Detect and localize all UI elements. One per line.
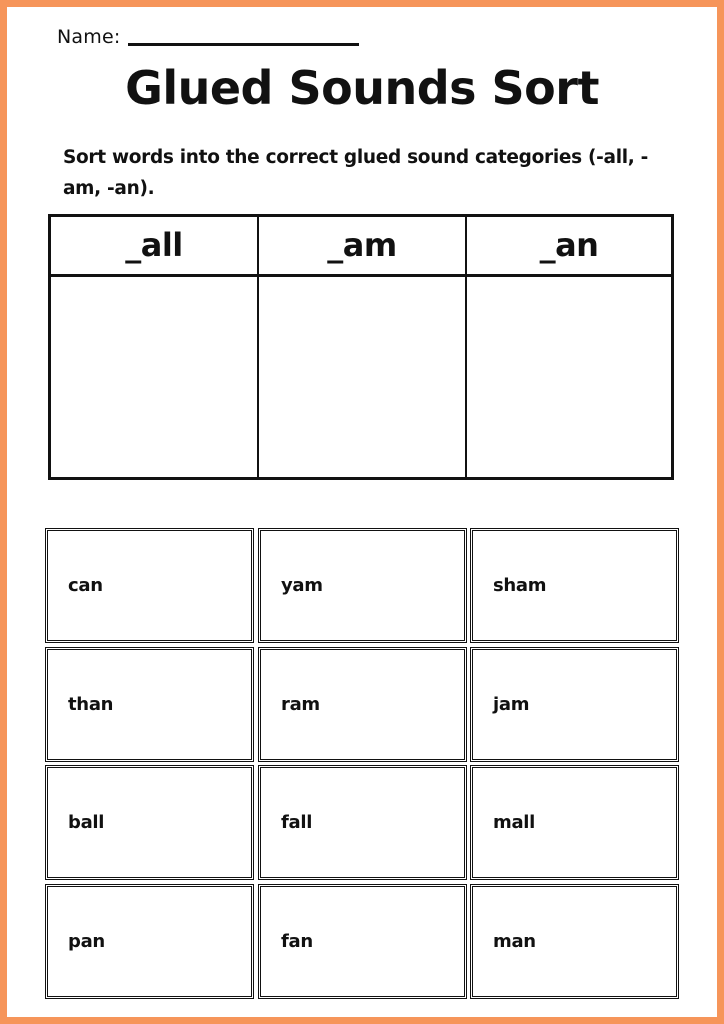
word-card-label: fall xyxy=(281,812,313,833)
sort-column-heading: _am xyxy=(259,217,465,277)
word-card-label: ram xyxy=(281,694,320,715)
sort-column-all xyxy=(51,217,259,477)
word-card[interactable] xyxy=(45,884,254,999)
word-card[interactable] xyxy=(258,884,467,999)
word-card-label: pan xyxy=(68,931,105,952)
word-card[interactable] xyxy=(45,647,254,762)
word-card[interactable] xyxy=(258,528,467,643)
sort-column-heading: _all xyxy=(51,217,257,277)
word-card[interactable] xyxy=(470,647,679,762)
sort-column-heading: _an xyxy=(467,217,671,277)
sort-drop-area-an[interactable] xyxy=(467,277,671,477)
word-card-label: yam xyxy=(281,575,323,596)
sort-column-am xyxy=(259,217,467,477)
word-card[interactable] xyxy=(470,765,679,880)
word-card[interactable] xyxy=(45,765,254,880)
sort-column-an xyxy=(467,217,671,477)
word-card-label: man xyxy=(493,931,536,952)
word-card-label: can xyxy=(68,575,103,596)
word-card-label: than xyxy=(68,694,114,715)
word-card[interactable] xyxy=(45,528,254,643)
word-card[interactable] xyxy=(470,884,679,999)
name-label: Name: xyxy=(57,26,121,48)
word-card-label: mall xyxy=(493,812,536,833)
word-card-label: jam xyxy=(493,694,530,715)
name-field xyxy=(57,22,359,48)
word-card-label: sham xyxy=(493,575,547,596)
worksheet-title: Glued Sounds Sort xyxy=(125,61,599,115)
word-card-label: ball xyxy=(68,812,105,833)
sort-table xyxy=(48,214,674,480)
name-write-line[interactable] xyxy=(128,43,359,46)
word-card[interactable] xyxy=(470,528,679,643)
sort-drop-area-am[interactable] xyxy=(259,277,465,477)
sort-drop-area-all[interactable] xyxy=(51,277,257,477)
word-card-label: fan xyxy=(281,931,313,952)
instructions: Sort words into the correct glued sound categories (-all, - am, -an). xyxy=(63,147,649,199)
word-card[interactable] xyxy=(258,765,467,880)
word-card[interactable] xyxy=(258,647,467,762)
